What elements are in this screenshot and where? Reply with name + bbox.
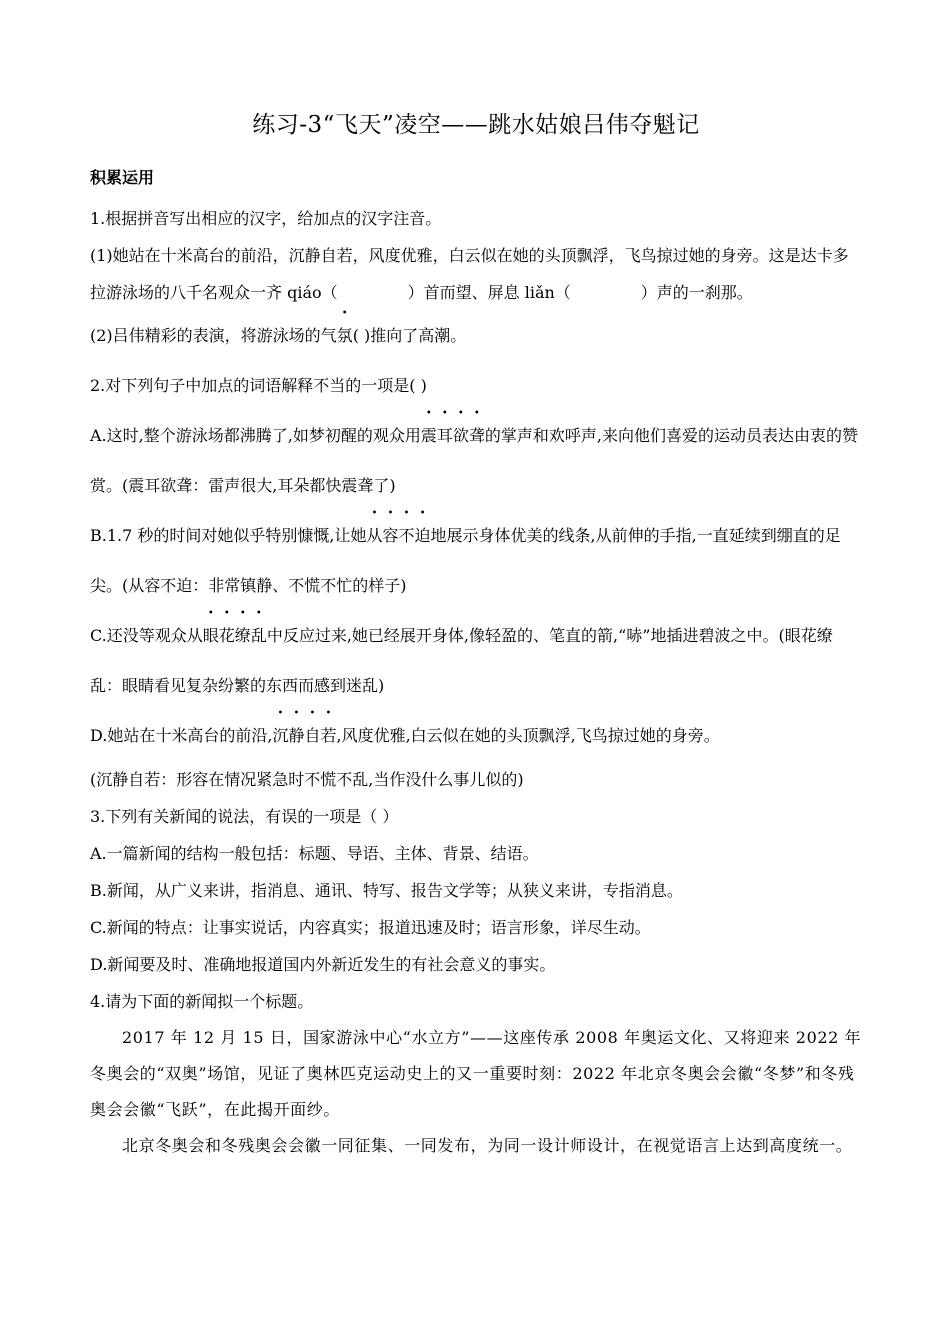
q2-option-c: C.还没等观众从眼花缭乱中反应过来,她已经展开身体,像轻盈的、笔直的箭,“哧”地插进碧波之中。(眼花缭乱：眼睛看见复杂纷繁的东西而感到迷乱) xyxy=(90,626,833,695)
q1-stem: 1.根据拼音写出相应的汉字，给加点的汉字注音。 xyxy=(90,209,442,228)
section-heading: 积累运用 xyxy=(90,168,155,187)
news-paragraph-2: 北京冬奥会和冬残奥会会徽一同征集、一同发布，为同一设计师设计，在视觉语言上达到高度统一。 xyxy=(122,1136,853,1155)
q2-option-b: B.1.7 秒的时间对她似乎特别慷慨,让她从容不迫地展示身体优美的线条,从前伸的手指,一直延续到绷直的足尖。(从容不迫：非常镇静、不慌不忙的样子) xyxy=(90,526,841,595)
dotted-char: 氛 xyxy=(336,326,353,345)
q4-stem: 4.请为下面的新闻拟一个标题。 xyxy=(90,992,314,1011)
q2-option-d: D.她站在十米高台的前沿,沉静自若,风度优雅,白云似在她的头顶飘浮,飞鸟掠过她的身旁。 xyxy=(90,726,720,745)
q1-part1: (1)她站在十米高台的前沿，沉静自若，风度优雅，白云似在她的头顶飘浮，飞鸟掠过她的身旁。这是达卡多拉游泳场的八千名观众一齐 qiáo（ ）首而望、屏息 liǎn（ ）声的一刹那。 xyxy=(90,246,849,302)
q2-option-d-note: (沉静自若：形容在情况紧急时不慌不乱,当作没什么事儿似的) xyxy=(90,770,524,789)
q1-part2: (2)吕伟精彩的表演，将游泳场的气氛( )推向了高潮。 xyxy=(90,326,467,345)
q2-option-a: A.这时,整个游泳场都沸腾了,如梦初醒的观众用震耳欲聋的掌声和欢呼声,来向他们喜爱的运动员表达由衷的赞赏。(震耳欲聋：雷声很大,耳朵都快震聋了) xyxy=(90,426,858,495)
q3-option-d: D.新闻要及时、准确地报道国内外新近发生的有社会意义的事实。 xyxy=(90,955,556,974)
q3-option-a: A.一篇新闻的结构一般包括：标题、导语、主体、背景、结语。 xyxy=(90,844,539,863)
q3-option-b: B.新闻，从广义来讲，指消息、通讯、特写、报告文学等；从狭义来讲，专指消息。 xyxy=(90,881,683,900)
worksheet xyxy=(90,100,862,1164)
page-title: 练习-3“飞天”凌空——跳水姑娘吕伟夺魁记 xyxy=(252,112,700,138)
q3-stem: 3.下列有关新闻的说法，有误的一项是（ ） xyxy=(90,807,399,826)
q3-option-c: C.新闻的特点：让事实说话，内容真实；报道迅速及时；语言形象，详尽生动。 xyxy=(90,918,651,937)
q2-stem: 2.对下列句子中加点的词语解释不当的一项是( ) xyxy=(90,376,427,395)
news-paragraph-1: 2017 年 12 月 15 日，国家游泳中心“水立方”——这座传承 2008 年奥运文化、又将迎来 2022 年冬奥会的“双奥”场馆，见证了奥林匹克运动史上的又一重要时刻：2022 年北京冬奥会会徽“冬梦”和冬残奥会会徽“飞跃”，在此揭开面纱。 xyxy=(90,1028,862,1119)
